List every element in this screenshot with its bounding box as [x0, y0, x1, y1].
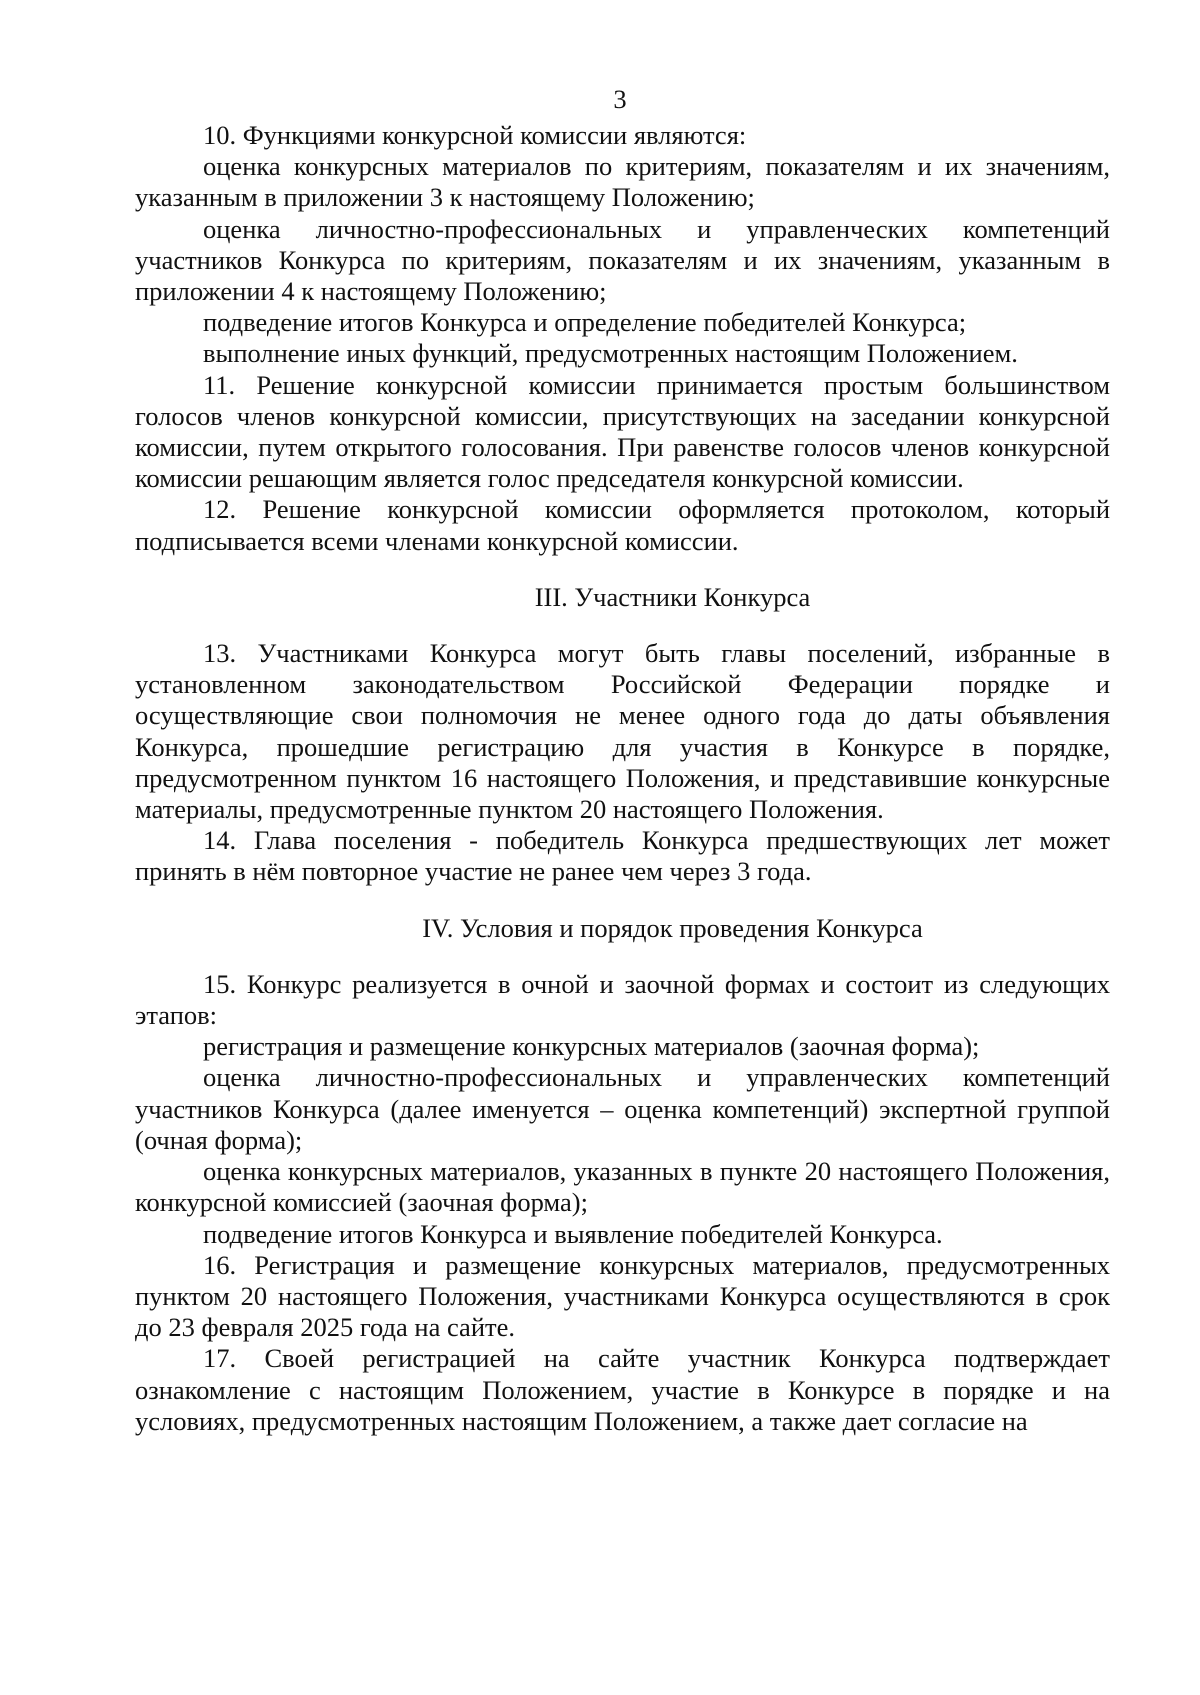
paragraph-10-item-2: оценка личностно-профессиональных и управленческих компетенций участников Конкурса по критериям, показателям и их значениям, указанным в приложении 4 к настоящему Положению;: [135, 213, 1110, 307]
paragraph-17: 17. Своей регистрацией на сайте участник Конкурса подтверждает ознакомление с настоящим Положением, участие в Конкурсе в порядке и на условиях, предусмотренных настоящим Положением, а также дает согласие на: [135, 1343, 1110, 1436]
paragraph-15-item-4: подведение итогов Конкурса и выявление победителей Конкурса.: [203, 1218, 943, 1249]
paragraph-10-item-4: выполнение иных функций, предусмотренных настоящим Положением.: [203, 338, 1018, 369]
paragraph-12: 12. Решение конкурсной комиссии оформляется протоколом, который подписывается всеми членами конкурсной комиссии.: [135, 494, 1110, 556]
paragraph-11: 11. Решение конкурсной комиссии принимается простым большинством голосов членов конкурсной комиссии, присутствующих на заседании конкурсной комиссии, путем открытого голосования. При равенстве голосов членов конкурсной комиссии решающим является голос председателя конкурсной комиссии.: [135, 369, 1110, 494]
paragraph-10-item-3: подведение итогов Конкурса и определение победителей Конкурса;: [203, 307, 967, 338]
paragraph-15-item-1: регистрация и размещение конкурсных материалов (заочная форма);: [203, 1031, 980, 1062]
section-heading-4: IV. Условия и порядок проведения Конкурса: [422, 912, 923, 943]
paragraph-15: 15. Конкурс реализуется в очной и заочной формах и состоит из следующих этапов:: [135, 968, 1110, 1031]
paragraph-15-item-2: оценка личностно-профессиональных и управленческих компетенций участников Конкурса (далее именуется – оценка компетенций) экспертной группой (очная форма);: [135, 1062, 1110, 1155]
document-body: [135, 120, 1110, 1437]
paragraph-14: 14. Глава поселения - победитель Конкурса предшествующих лет может принять в нём повторное участие не ранее чем через 3 года.: [135, 825, 1110, 887]
paragraph-10-item-1: оценка конкурсных материалов по критериям, показателям и их значениям, указанным в приложении 3 к настоящему Положению;: [135, 151, 1110, 213]
section-heading-3: III. Участники Конкурса: [534, 581, 811, 612]
paragraph-10: 10. Функциями конкурсной комиссии являются:: [203, 120, 747, 150]
page-number: 3: [613, 84, 627, 114]
paragraph-13: 13. Участниками Конкурса могут быть главы поселений, избранные в установленном законодательством Российской Федерации порядке и осуществляющие свои полномочия не менее одного года до даты объявления Конкурса, прошедшие регистрацию для участия в Конкурсе в порядке, предусмотренном пунктом 16 настоящего Положения, и представившие конкурсные материалы, предусмотренные пунктом 20 настоящего Положения.: [135, 638, 1110, 825]
paragraph-16: 16. Регистрация и размещение конкурсных материалов, предусмотренных пунктом 20 настоящего Положения, участниками Конкурса осуществляются в срок до 23 февраля 2025 года на сайте.: [135, 1249, 1110, 1343]
paragraph-15-item-3: оценка конкурсных материалов, указанных в пункте 20 настоящего Положения, конкурсной комиссией (заочная форма);: [135, 1156, 1110, 1218]
